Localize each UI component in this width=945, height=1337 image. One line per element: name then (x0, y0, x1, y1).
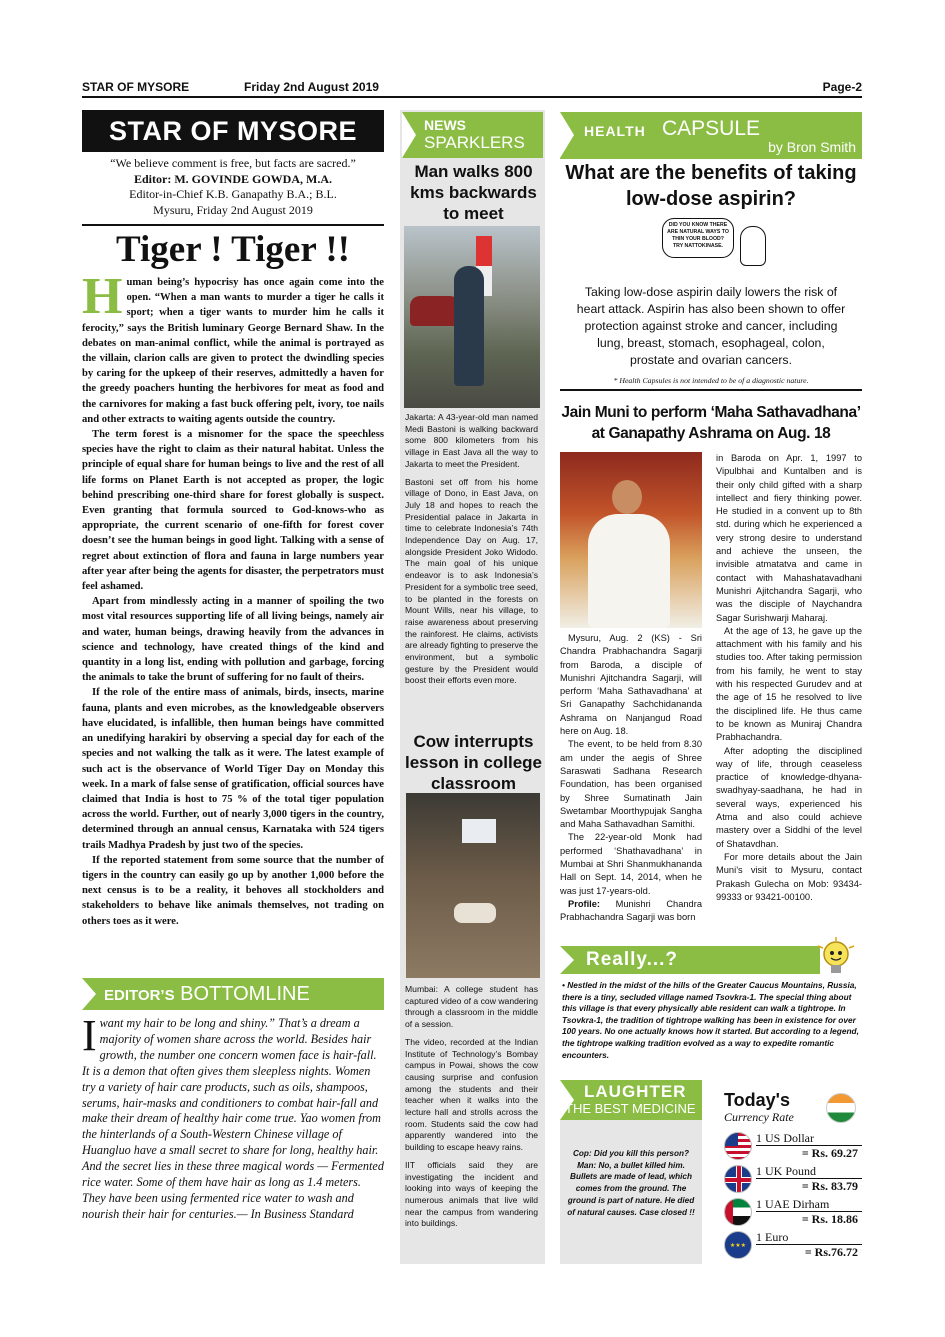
projector-screen-shape (462, 819, 496, 843)
banner-label-a: NEWS (424, 117, 466, 133)
currency-name: 1 UK Pound (756, 1164, 817, 1178)
health-cartoon (662, 218, 772, 274)
health-body: Taking low-dose aspirin daily lowers the risk of heart attack. Aspirin has also been shown to offer protection against stroke and cancer, including lung, breast, stomach, esophageal, colon, prostate and ovarian cancers. (576, 285, 846, 367)
banner-label-b: CAPSULE (662, 117, 761, 140)
currency-value: = Rs. 83.79 (801, 1179, 858, 1193)
lightbulb-icon (814, 936, 858, 980)
story-body (405, 412, 538, 693)
currency-subtitle: Currency Rate (724, 1110, 794, 1124)
jain-body-right (716, 452, 862, 904)
currency-value: = Rs.76.72 (804, 1245, 858, 1259)
masthead-info (82, 156, 384, 218)
masthead-editor: Editor: M. GOVINDE GOWDA, M.A. (134, 171, 332, 186)
story-paragraph: Mysuru, Aug. 2 (KS) - Sri Chandra Prabhachandra Sagarji from Baroda, a disciple of Munishri Ajitchandra Sagarji, will perform ‘Maha Sathavadhana’ at Sri Ganapathy Sachchidananda Ashrama on Nanjangud Road here on Aug. 18. (560, 633, 702, 737)
banner-label-b: BOTTOMLINE (180, 983, 310, 1005)
story-paragraph: The 22-year-old Monk had performed ‘Shathavadhana’ in Mumbai at Shri Shanmukhananda Hall on Sept. 14, 2014, when he was just 17-years-old. (560, 832, 702, 896)
divider (560, 389, 862, 391)
masthead-title: STAR OF MYSORE (82, 110, 384, 152)
editorial-body (82, 268, 384, 929)
currency-row (722, 1196, 862, 1228)
currency-name: 1 UAE Dirham (756, 1197, 830, 1211)
really-label: Really...? (586, 949, 679, 970)
health-capsule-banner (560, 112, 862, 159)
health-disclaimer: * Health Capsules is not intended to be of a diagnostic nature. (613, 376, 809, 385)
currency-name: 1 US Dollar (756, 1131, 814, 1145)
masthead-motto: “We believe comment is free, but facts are sacred.” (110, 156, 356, 170)
jain-body-left (560, 632, 702, 925)
cow-shape (454, 903, 496, 923)
currency-row (722, 1130, 862, 1162)
bottomline-source: — In Business Standard (236, 1206, 354, 1221)
story-paragraph: At the age of 13, he gave up the attachment with his family and his studies too. After taking permission from his family, he went to stay with his respected Gurudev and at the age of 15 he resolved to live the disciplined life. He thus came to be known as Muniraj Chandra Prabhachandra. (716, 625, 862, 743)
editorial-paragraph: If the role of the entire mass of animals, birds, insects, marine fauna, plants and even microbes, as the knowledgeable observers have elucidated, is infallible, then human beings have committed an unedifying harakiri by observing a special day for each of the species and not walking the talk as it were. The latest example of such act is the observance of World Tiger Day on Monday this week. In a mark of false sense of gratification, official sources have claimed that India is host to 75 % of the total tiger population across the world. Further, out of nearly 3,000 tigers in the country, determined through an annual census, Karnataka with 524 tigers trails Madhya Pradesh by just two of the species. (82, 687, 384, 851)
story-paragraph: Bastoni set off from his home village of Dono, in East Java, on July 18 and hopes to reach the Presidential palace in Jakarta in time to celebrate Indonesia’s 74th Independence Day on Aug. 17, alongside President Joko Widodo. The main goal of his unique endeavor is to ask Indonesia’s President for a symbolic tree seed, to be planted in the forests on Mount Wills, near his village, to raise awareness about preserving the rainforest. He claims, activists are already fighting to preserve the environment, but a symbolic gesture by the President would boost their efforts even more. (405, 476, 538, 686)
banner-label-a: EDITOR’S (104, 987, 175, 1004)
story-paragraph: IIT officials said they are investigating the incident and looking into ways of keeping the numerous animals that live wild near the campus from wandering into buildings. (405, 1159, 538, 1229)
currency-row (722, 1229, 862, 1261)
banner-label-a: HEALTH (584, 123, 646, 139)
header-date: Friday 2nd August 2019 (244, 80, 379, 94)
divider (82, 224, 384, 226)
banner-label-a: LAUGHTER (584, 1082, 687, 1101)
editorial-headline: Tiger ! Tiger !! (116, 229, 350, 270)
drop-cap: H (82, 268, 123, 325)
story-headline: Cow interrupts lesson in college classroom (405, 732, 542, 793)
really-body: • Nestled in the midst of the hills of the Greater Caucus Mountains, Russia, there is a tiny, secluded village named Tsovkra-1. The special thing about this village is that every physically able resident can walk a tightrope. In Tsovkra-1, the tradition of tightrope walking has been in existence for over 100 years. No one actually knows how it started. But according to a legend, the tightrope walking tradition evolved as a way to expedite romantic encounters. (562, 980, 859, 1060)
profile-label: Profile: (568, 898, 601, 909)
story-paragraph: Mumbai: A college student has captured video of a cow wandering through a classroom in the middle of a session. (405, 984, 538, 1030)
masthead-chief: Editor-in-Chief K.B. Ganapathy B.A.; B.L. (129, 187, 337, 201)
us-flag-icon (724, 1132, 752, 1160)
banner-arrow-icon (560, 112, 574, 158)
editors-bottomline-banner (82, 978, 384, 1010)
editorial-paragraph: Apart from mindlessly acting in a manner of spoiling the two most vital resources supporting life of all living beings, namely air and water, human beings, drawing heavily from the advances in science and technology, have created things of the kind and quantity in a long list, ending with pollution and garbage, forcing the animals to take the brunt of suffering for no fault of theirs. (82, 596, 384, 684)
story-paragraph: After adopting the disciplined way of life, through ceaseless practice of knowledge-dhyana-swadhyay-saadhana, he had in several ways, experienced his Atma and also could achieve mastery over a Siddhi of the level of Shatavdhan. (716, 745, 862, 849)
big-initial: I (82, 1011, 97, 1060)
walking-man-photo (404, 226, 540, 408)
editorial-paragraph: If the reported statement from some source that the number of tigers in the country can easily go up by another 1,000 before the next census is to be a reality, it behoves all stockholders and stakeholders to behave like animals themselves, not trading on others toes as it were. (82, 854, 384, 927)
story-paragraph: For more details about the Jain Muni’s visit to Mysuru, contact Prakash Gulecha on Mob: 93434-99333 or 93421-00100. (716, 851, 862, 902)
monk-photo (560, 452, 702, 628)
header-paper-name: STAR OF MYSORE (82, 80, 190, 94)
uk-flag-icon (724, 1165, 752, 1193)
news-sparklers-banner (402, 112, 543, 158)
jain-headline: Jain Muni to perform ‘Maha Sathavadhana’ at Ganapathy Ashrama on Aug. 18 (561, 404, 861, 442)
story-paragraph: The video, recorded at the Indian Institute of Technology’s Bombay campus in Powai, shows the cow causing surprise and confusion among the students and their teacher when it walks into the lecture hall and strolls across the room. Students said the cow had apparently wandered into the building to escape heavy rains. (405, 1036, 538, 1153)
editorial-text: uman being’s hypocrisy has once again come into the open. “When a man wants to murder a tiger he calls it sport; when a tiger wants to murder him he calls it ferocity,” says the British luminary George Bernard Shaw. In the debates on man-animal conflict, while the animal is portrayed as the villain, clarion calls are given to protect the dwindling species by caring for the upkeep of their reserves, admittedly a haven for the greedy poachers hunting the herbivores for meat as food and the carnivores for making a fast buck offering pelt, ivory, toe nails and other extracts to waiting agents outside the country. (82, 277, 384, 425)
uae-flag-icon (724, 1198, 752, 1226)
header-page-number: Page-2 (822, 80, 862, 94)
editorial-paragraph: The term forest is a misnomer for the space the speechless species have the right to claim as their natural habitat. Unless the principle of equal share for human beings to live and the rest of all life forms on Planet Earth is not accepted as proper, the logic behind prescribing one-third share for forest globally is suspect. Even granting that formula sourced to God-knows-who as appropriate, the current scenario of one-fifth for forest cover doesn’t see the human beings in good light. Talking with a sense of regret about extinction of flora and fauna in large numbers year after year after being the agents for disaster, the perpetrators must feel ashamed. (82, 429, 384, 593)
robe-shape (588, 514, 670, 628)
banner-arrow-icon (82, 978, 96, 1010)
banner-arrow-icon (560, 946, 574, 974)
story-body (405, 984, 538, 1236)
head-shape (612, 480, 642, 514)
story-paragraph: The event, to be held from 8.30 am under the aegis of Shree Saraswati Sadhana Research Foundation, has been organised by Shree Sumatinath Jain Swetambar Moorthypujak Sangha and Maha Sathavadhan Samithi. (560, 739, 702, 830)
person-shape (454, 266, 484, 386)
story-headline: Man walks 800 kms backwards to meet (410, 162, 537, 223)
currency-value: = Rs. 18.86 (801, 1212, 858, 1226)
editorial-paragraph (82, 268, 384, 427)
page-header (82, 78, 862, 98)
currency-value: = Rs. 69.27 (801, 1146, 858, 1160)
health-question: What are the benefits of taking low-dose aspirin? (565, 162, 857, 210)
currency-row (722, 1163, 862, 1195)
cartoon-figure-icon (740, 226, 766, 266)
classroom-cow-photo (406, 793, 540, 978)
story-paragraph: in Baroda on Apr. 1, 1997 to Vipulbhai and Kuntalben and is their only child gifted with a sharp intellect and fiery thinking power. He studied in a convent up to 8th std. during which he experienced a very strong desire to understand and achieve the unseen, the invisible atmatatva and came in contact with Mahashatavadhani Munishri Ajitchandra Sagarji, who was the disciple of Naychandra Sagar Surishwarji Maharaj. (716, 453, 862, 623)
laughter-joke: Cop: Did you kill this person? Man: No, a bullet killed him. Bullets are made of lead, which comes from the ground. The ground is part of nature. He died of natural causes. Case closed !! (567, 1149, 695, 1217)
profile-text: Munishri Chandra Prabhachandra Sagarji was born (560, 898, 702, 923)
eu-flag-icon: ★★★ (724, 1231, 752, 1259)
currency-name: 1 Euro (756, 1230, 789, 1244)
banner-label-b: THE BEST MEDICINE (565, 1101, 696, 1116)
health-byline: by Bron Smith (768, 139, 856, 155)
bottomline-text: want my hair to be long and shiny.” That’s a dream a majority of women share across the world. Besides hair growth, the number one concern women face is hair-fall. It is a demon that often gives them sleepless nights. Women try a variety of hair care products, such as oils, shampoos, serums, hair-masks and conditioners to combat hair-fall and make their dream of healthy hair come true. Yao women from the hinterlands of a South-Western Chinese village of Huangluo have a small secret to share for long, healthy hair. And the secret lies in these three magical words — Fermented rice water. Some of them have hair as long as 1.4 meters. They have been using fermented rice water to wash and nourish their hair for centuries. (82, 1016, 384, 1221)
bottomline-body (82, 1011, 384, 1223)
really-banner (560, 946, 820, 974)
banner-arrow-icon (402, 112, 416, 158)
cartoon-speech-bubble: DID YOU KNOW THERE ARE NATURAL WAYS TO THIN YOUR BLOOD? TRY NATTOKINASE. (662, 218, 734, 258)
banner-label-b: SPARKLERS (424, 133, 525, 152)
car-shape (410, 296, 460, 326)
laughter-banner (560, 1080, 702, 1120)
currency-title: Today's (724, 1090, 790, 1110)
story-paragraph: Jakarta: A 43-year-old man named Medi Bastoni is walking backward some 800 kilometers from his village in East Java all the way to Jakarta to meet the President. (405, 412, 538, 469)
masthead-dateline: Mysuru, Friday 2nd August 2019 (153, 202, 313, 217)
india-flag-icon (826, 1093, 856, 1123)
story-paragraph (560, 898, 702, 925)
